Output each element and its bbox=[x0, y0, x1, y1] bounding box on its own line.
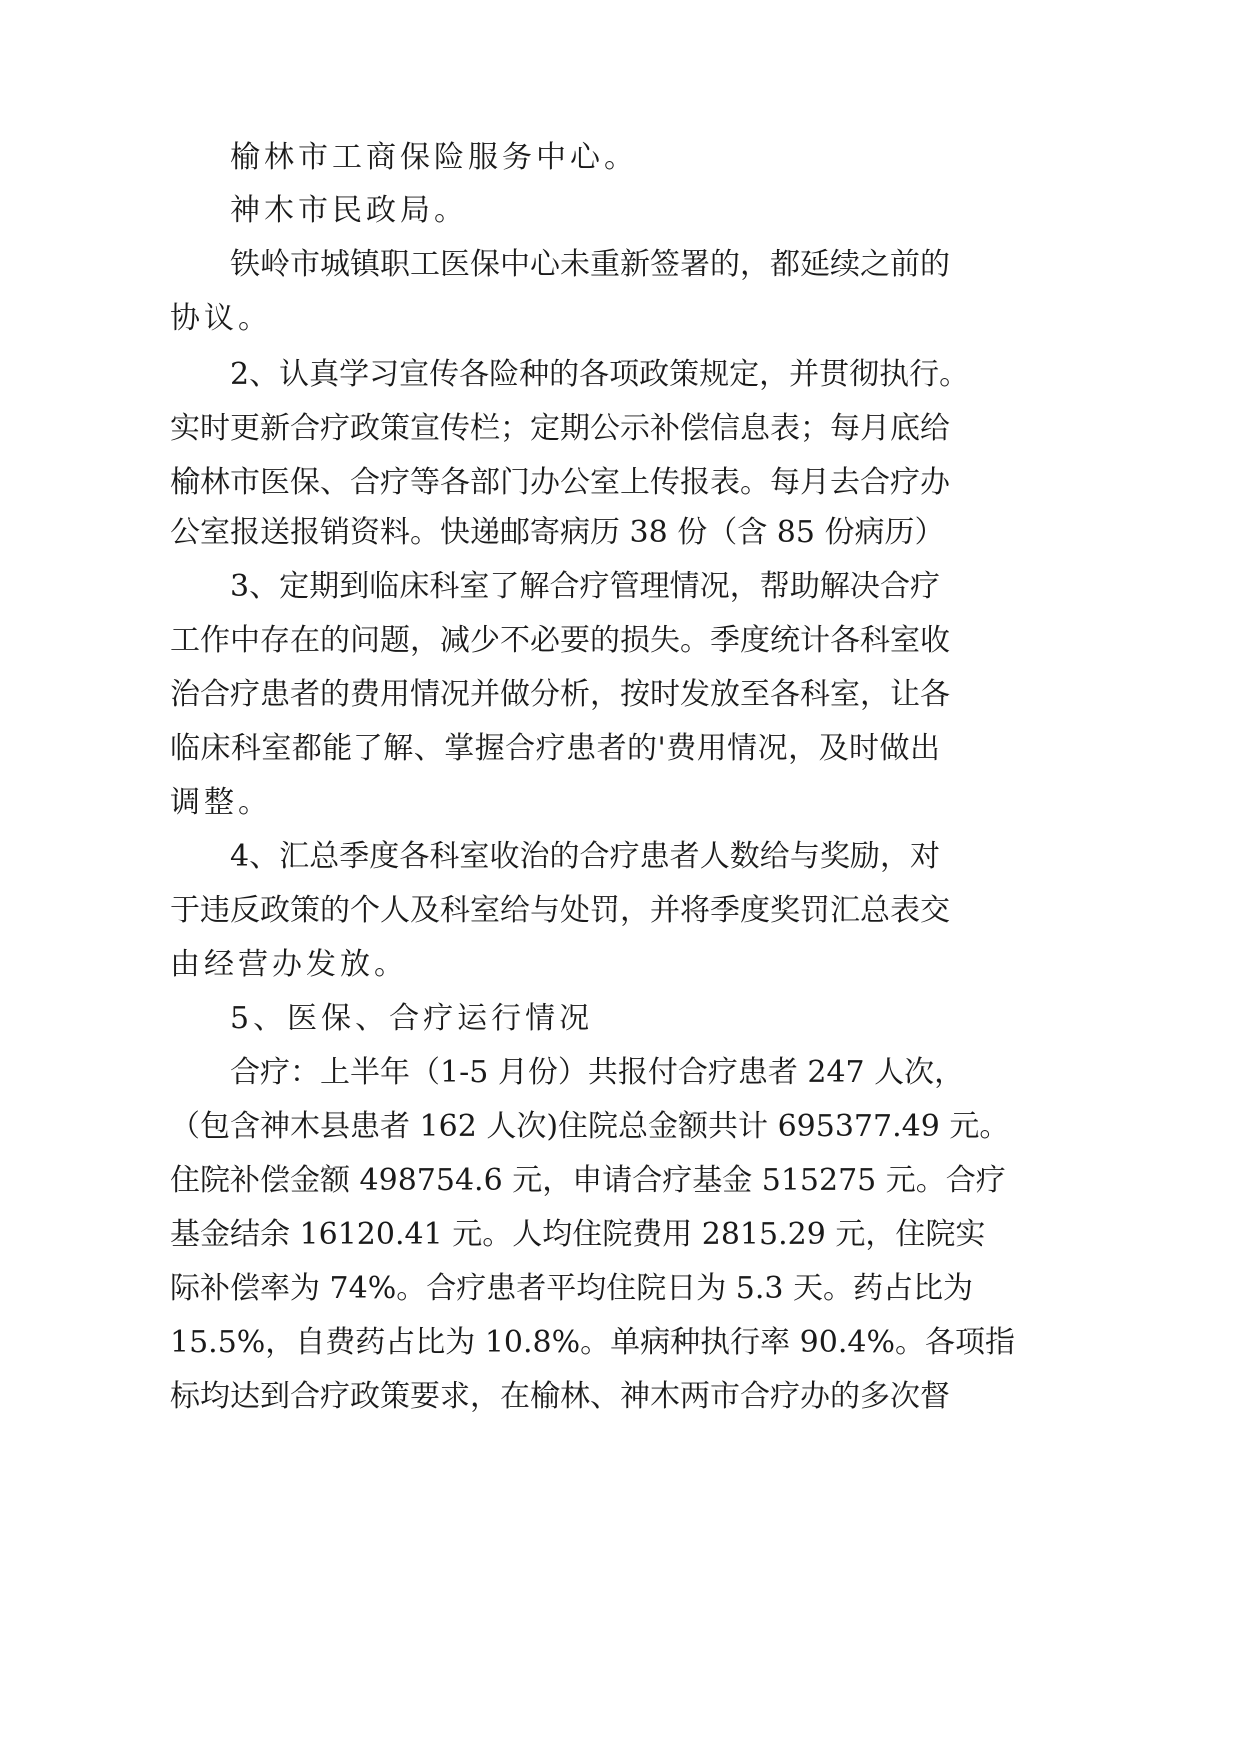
text-line: 合疗：上半年（1-5 月份）共报付合疗患者 247 人次， bbox=[230, 1055, 965, 1090]
text-line: （包含神木县患者 162 人次)住院总金额共计 695377.49 元。 bbox=[170, 1109, 1010, 1144]
text-line: 榆林市工商保险服务中心。 bbox=[230, 140, 638, 175]
text-line: 际补偿率为 74%。合疗患者平均住院日为 5.3 天。药占比为 bbox=[170, 1271, 973, 1306]
text-line: 调整。 bbox=[170, 785, 272, 820]
text-line: 榆林市医保、合疗等各部门办公室上传报表。每月去合疗办 bbox=[170, 465, 950, 500]
text-line: 住院补偿金额 498754.6 元，申请合疗基金 515275 元。合疗 bbox=[170, 1163, 1006, 1198]
text-line: 神木市民政局。 bbox=[230, 193, 468, 228]
text-line: 4、汇总季度各科室收治的合疗患者人数给与奖励，对 bbox=[230, 839, 940, 874]
text-line: 实时更新合疗政策宣传栏；定期公示补偿信息表；每月底给 bbox=[170, 411, 950, 446]
text-line: 协议。 bbox=[170, 301, 272, 336]
text-line: 公室报送报销资料。快递邮寄病历 38 份（含 85 份病历） bbox=[170, 515, 945, 550]
text-line: 于违反政策的个人及科室给与处罚，并将季度奖罚汇总表交 bbox=[170, 893, 950, 928]
text-line: 铁岭市城镇职工医保中心未重新签署的，都延续之前的 bbox=[230, 247, 950, 282]
text-line: 2、认真学习宣传各险种的各项政策规定，并贯彻执行。 bbox=[230, 357, 970, 392]
text-line: 临床科室都能了解、掌握合疗患者的'费用情况，及时做出 bbox=[170, 731, 940, 766]
text-line: 3、定期到临床科室了解合疗管理情况，帮助解决合疗 bbox=[230, 569, 940, 604]
text-line: 基金结余 16120.41 元。人均住院费用 2815.29 元，住院实 bbox=[170, 1217, 986, 1252]
text-line: 由经营办发放。 bbox=[170, 947, 408, 982]
text-line: 15.5%，自费药占比为 10.8%。单病种执行率 90.4%。各项指 bbox=[170, 1325, 1015, 1360]
text-line: 治合疗患者的费用情况并做分析，按时发放至各科室，让各 bbox=[170, 677, 950, 712]
text-line: 5、医保、合疗运行情况 bbox=[230, 1001, 594, 1036]
text-line: 工作中存在的问题，减少不必要的损失。季度统计各科室收 bbox=[170, 623, 950, 658]
text-line: 标均达到合疗政策要求，在榆林、神木两市合疗办的多次督 bbox=[170, 1379, 950, 1414]
